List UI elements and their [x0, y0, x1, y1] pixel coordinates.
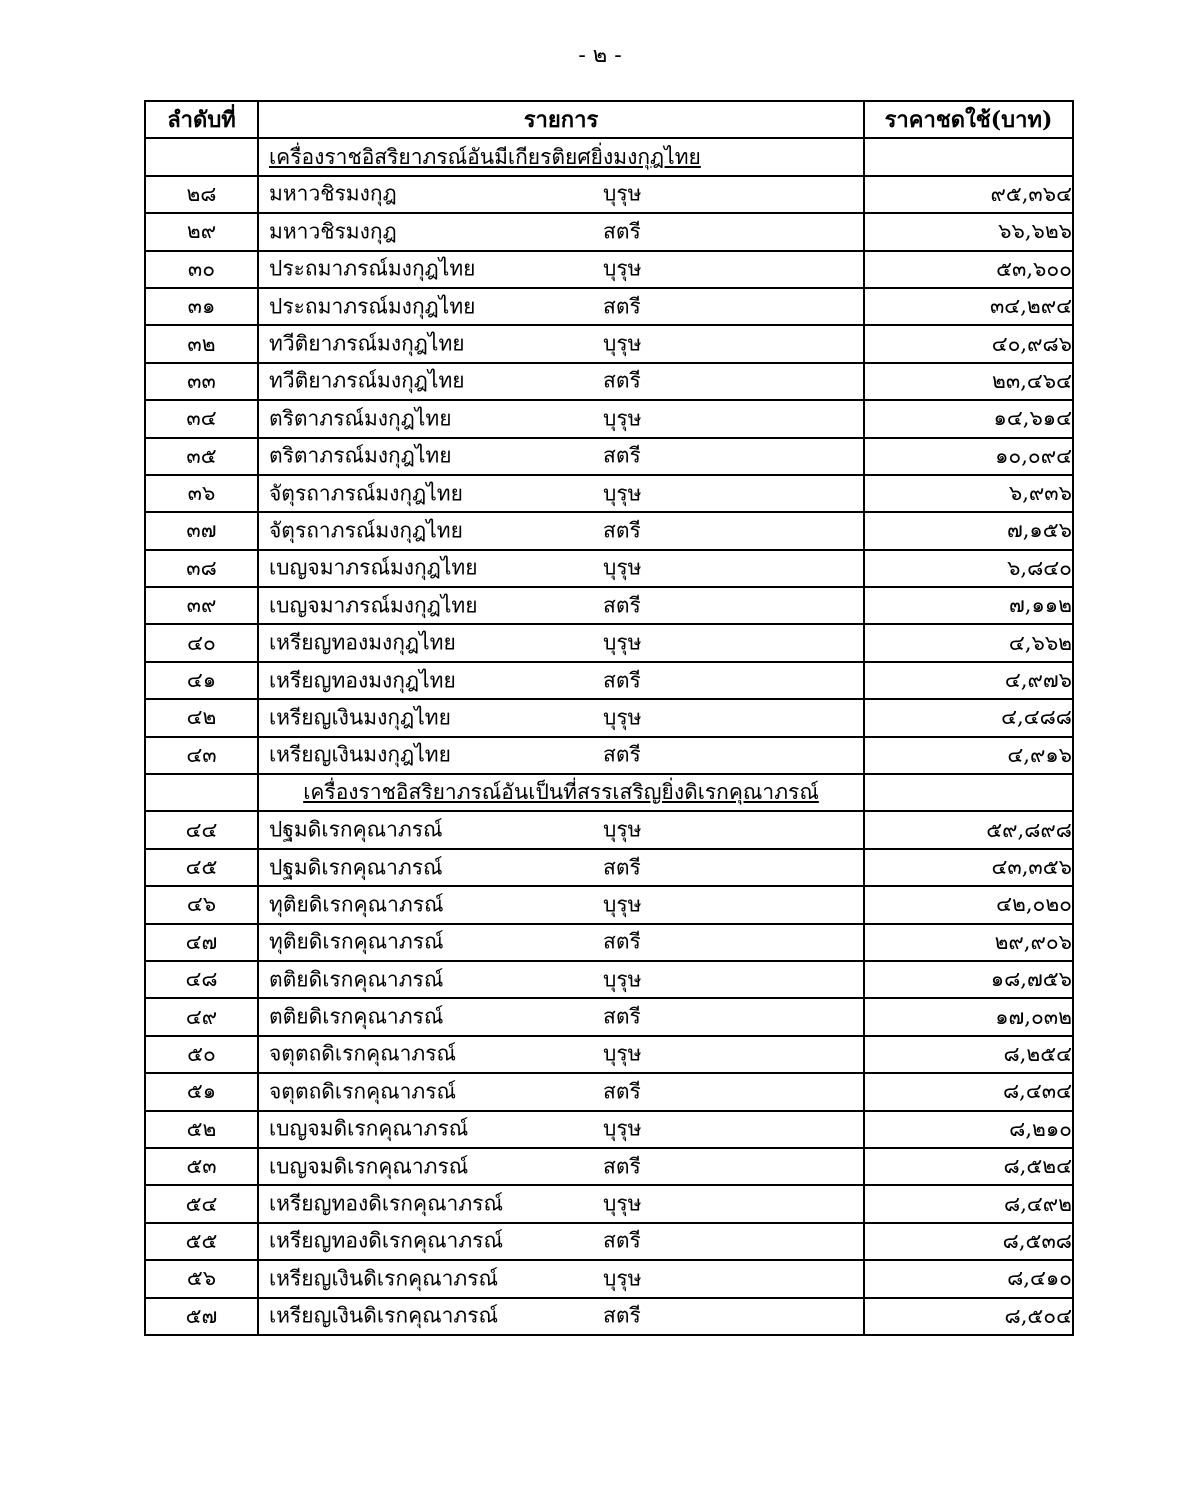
row-price: ๑๗,๐๓๒ [864, 998, 1073, 1035]
row-price: ๖๖,๖๒๖ [864, 213, 1073, 250]
table-row [145, 288, 1073, 325]
row-price: ๒๓,๔๖๔ [864, 363, 1073, 400]
table-row [145, 512, 1073, 549]
decoration-name: จัตุรถาภรณ์มงกุฎไทย [269, 481, 463, 506]
header-item: รายการ [258, 101, 864, 138]
decoration-name: เหรียญเงินดิเรกคุณาภรณ์ [269, 1303, 499, 1328]
decoration-name: เหรียญทองมงกุฎไทย [269, 630, 456, 655]
table-row [145, 550, 1073, 587]
row-item [258, 512, 864, 549]
row-item [258, 1298, 864, 1335]
table-row [145, 1298, 1073, 1335]
table-row [145, 849, 1073, 886]
recipient-gender: สตรี [603, 593, 641, 618]
decoration-name: ตติยดิเรกคุณาภรณ์ [269, 1004, 444, 1029]
recipient-gender: บุรุษ [603, 630, 642, 655]
row-number: ๕๔ [145, 1185, 258, 1222]
row-number: ๓๕ [145, 438, 258, 475]
row-number: ๓๙ [145, 587, 258, 624]
row-number: ๔๔ [145, 811, 258, 848]
recipient-gender: บุรุษ [603, 1266, 642, 1291]
recipient-gender: บุรุษ [603, 1041, 642, 1066]
recipient-gender: สตรี [603, 294, 641, 319]
decoration-name: เหรียญทองดิเรกคุณาภรณ์ [269, 1191, 503, 1216]
row-price: ๗,๑๕๖ [864, 512, 1073, 549]
row-number: ๔๙ [145, 998, 258, 1035]
recipient-gender: บุรุษ [603, 181, 642, 206]
recipient-gender: บุรุษ [603, 1191, 642, 1216]
section-title: เครื่องราชอิสริยาภรณ์อันเป็นที่สรรเสริญยิ่งดิเรกคุณาภรณ์ [258, 774, 864, 811]
recipient-gender: บุรุษ [603, 331, 642, 356]
recipient-gender: สตรี [603, 1228, 641, 1253]
decoration-name: เบญจมาภรณ์มงกุฎไทย [269, 593, 478, 618]
recipient-gender: สตรี [603, 742, 641, 767]
row-item [258, 550, 864, 587]
row-number: ๔๓ [145, 737, 258, 774]
recipient-gender: สตรี [603, 668, 641, 693]
row-number: ๔๐ [145, 624, 258, 661]
decoration-name: ทวีติยาภรณ์มงกุฎไทย [269, 331, 465, 356]
row-item [258, 886, 864, 923]
row-price: ๔,๖๖๒ [864, 624, 1073, 661]
table-row [145, 251, 1073, 288]
row-price: ๘,๕๐๔ [864, 1298, 1073, 1335]
row-number: ๕๖ [145, 1260, 258, 1297]
row-number: ๔๘ [145, 961, 258, 998]
row-item [258, 1185, 864, 1222]
recipient-gender: สตรี [603, 1004, 641, 1029]
section-title: เครื่องราชอิสริยาภรณ์อันมีเกียรติยศยิ่งมงกุฎไทย [258, 138, 864, 175]
row-price: ๘,๔๓๔ [864, 1073, 1073, 1110]
recipient-gender: สตรี [603, 1079, 641, 1104]
decoration-name: เหรียญทองมงกุฎไทย [269, 668, 456, 693]
row-price: ๕๓,๖๐๐ [864, 251, 1073, 288]
row-item [258, 737, 864, 774]
table-row [145, 176, 1073, 213]
row-item [258, 213, 864, 250]
recipient-gender: บุรุษ [603, 705, 642, 730]
row-number: ๓๓ [145, 363, 258, 400]
row-item [258, 699, 864, 736]
recipient-gender: สตรี [603, 929, 641, 954]
recipient-gender: สตรี [603, 855, 641, 879]
decoration-name: ตติยดิเรกคุณาภรณ์ [269, 967, 444, 992]
section-header-row [145, 138, 1073, 175]
recipient-gender: บุรุษ [603, 967, 642, 992]
table-row [145, 1260, 1073, 1297]
section-price-cell [864, 774, 1073, 811]
section-header-row [145, 774, 1073, 811]
row-price: ๔๒,๐๒๐ [864, 886, 1073, 923]
row-number: ๓๒ [145, 325, 258, 362]
row-item [258, 438, 864, 475]
table-row [145, 624, 1073, 661]
table-row [145, 1073, 1073, 1110]
decoration-name: เบญจมดิเรกคุณาภรณ์ [269, 1116, 469, 1141]
row-price: ๑๘,๗๕๖ [864, 961, 1073, 998]
decoration-name: จัตุรถาภรณ์มงกุฎไทย [269, 518, 463, 543]
recipient-gender: บุรุษ [603, 256, 642, 281]
decoration-name: ประถมาภรณ์มงกุฎไทย [269, 256, 476, 281]
section-no-cell [145, 774, 258, 811]
row-item [258, 176, 864, 213]
row-price: ๔,๔๘๘ [864, 699, 1073, 736]
header-price: ราคาชดใช้(บาท) [864, 101, 1073, 138]
decoration-name: ทุติยดิเรกคุณาภรณ์ [269, 929, 444, 954]
recipient-gender: สตรี [603, 518, 641, 543]
decoration-name: มหาวชิรมงกุฎ [269, 181, 397, 206]
table-row [145, 998, 1073, 1035]
row-price: ๙๕,๓๖๔ [864, 176, 1073, 213]
table-row [145, 213, 1073, 250]
row-item [258, 325, 864, 362]
row-item [258, 400, 864, 437]
recipient-gender: สตรี [603, 443, 641, 468]
recipient-gender: บุรุษ [603, 481, 642, 506]
recipient-gender: สตรี [603, 368, 641, 393]
row-price: ๘,๕๓๘ [864, 1223, 1073, 1260]
table-row [145, 438, 1073, 475]
row-item [258, 251, 864, 288]
row-number: ๒๘ [145, 176, 258, 213]
page-number: - ๒ - [578, 43, 622, 68]
table-row [145, 1185, 1073, 1222]
row-price: ๘,๒๕๔ [864, 1036, 1073, 1073]
row-number: ๕๑ [145, 1073, 258, 1110]
table-row [145, 1036, 1073, 1073]
row-price: ๖,๙๓๖ [864, 475, 1073, 512]
header-no: ลำดับที่ [145, 101, 258, 138]
recipient-gender: บุรุษ [603, 817, 642, 842]
row-number: ๔๖ [145, 886, 258, 923]
row-item [258, 1223, 864, 1260]
row-number: ๔๑ [145, 662, 258, 699]
row-item [258, 662, 864, 699]
table-row [145, 475, 1073, 512]
recipient-gender: สตรี [603, 1303, 641, 1328]
recipient-gender: บุรุษ [603, 406, 642, 431]
row-number: ๕๓ [145, 1148, 258, 1185]
decoration-name: มหาวชิรมงกุฎ [269, 219, 397, 244]
row-price: ๖,๘๔๐ [864, 550, 1073, 587]
section-price-cell [864, 138, 1073, 175]
row-number: ๔๒ [145, 699, 258, 736]
decoration-name: เบญจมาภรณ์มงกุฎไทย [269, 555, 478, 580]
row-number: ๓๑ [145, 288, 258, 325]
row-price: ๔,๙๗๖ [864, 662, 1073, 699]
recipient-gender: บุรุษ [603, 1116, 642, 1141]
row-price: ๑๔,๖๑๔ [864, 400, 1073, 437]
row-price: ๕๙,๘๙๘ [864, 811, 1073, 848]
row-price: ๘,๔๙๒ [864, 1185, 1073, 1222]
table-row [145, 886, 1073, 923]
table-body [145, 138, 1073, 1335]
decoration-name: จตุตถดิเรกคุณาภรณ์ [269, 1041, 457, 1066]
row-number: ๕๒ [145, 1111, 258, 1148]
table-row [145, 363, 1073, 400]
row-number: ๓๖ [145, 475, 258, 512]
row-item [258, 624, 864, 661]
table-row [145, 924, 1073, 961]
row-item [258, 998, 864, 1035]
row-item [258, 587, 864, 624]
row-item [258, 288, 864, 325]
row-item [258, 475, 864, 512]
row-price: ๒๙,๙๐๖ [864, 924, 1073, 961]
row-number: ๕๕ [145, 1223, 258, 1260]
row-price: ๓๔,๒๙๔ [864, 288, 1073, 325]
row-price: ๘,๕๒๔ [864, 1148, 1073, 1185]
table-row [145, 587, 1073, 624]
decoration-name: ปฐมดิเรกคุณาภรณ์ [269, 817, 443, 842]
recipient-gender: สตรี [603, 1154, 641, 1179]
table-row [145, 1111, 1073, 1148]
row-number: ๕๗ [145, 1298, 258, 1335]
row-number: ๓๗ [145, 512, 258, 549]
row-item [258, 363, 864, 400]
row-number: ๒๙ [145, 213, 258, 250]
row-price: ๘,๒๑๐ [864, 1111, 1073, 1148]
row-item [258, 1260, 864, 1297]
decoration-name: จตุตถดิเรกคุณาภรณ์ [269, 1079, 457, 1104]
row-item [258, 1036, 864, 1073]
decoration-name: เหรียญเงินมงกุฎไทย [269, 705, 451, 730]
decoration-name: ประถมาภรณ์มงกุฎไทย [269, 294, 476, 319]
decoration-name: ตริตาภรณ์มงกุฎไทย [269, 406, 452, 431]
decoration-name: เหรียญเงินมงกุฎไทย [269, 742, 451, 767]
row-item [258, 1148, 864, 1185]
row-price: ๔,๙๑๖ [864, 737, 1073, 774]
table-row [145, 961, 1073, 998]
row-item [258, 811, 864, 848]
section-no-cell [145, 138, 258, 175]
table-row [145, 699, 1073, 736]
row-number: ๔๗ [145, 924, 258, 961]
decoration-name: ตริตาภรณ์มงกุฎไทย [269, 443, 452, 468]
row-number: ๓๘ [145, 550, 258, 587]
decoration-name: ทุติยดิเรกคุณาภรณ์ [269, 892, 444, 917]
decoration-name: เบญจมดิเรกคุณาภรณ์ [269, 1154, 469, 1179]
table-row [145, 325, 1073, 362]
table-row [145, 1223, 1073, 1260]
decoration-name: เหรียญเงินดิเรกคุณาภรณ์ [269, 1266, 499, 1291]
decoration-name: ปฐมดิเรกคุณาภรณ์ [269, 855, 443, 879]
decoration-name: ทวีติยาภรณ์มงกุฎไทย [269, 368, 465, 393]
decoration-name: เหรียญทองดิเรกคุณาภรณ์ [269, 1228, 503, 1253]
row-price: ๑๐,๐๙๔ [864, 438, 1073, 475]
table-header-row [145, 101, 1073, 138]
row-price: ๔๓,๓๕๖ [864, 849, 1073, 886]
table-row [145, 400, 1073, 437]
table-row [145, 737, 1073, 774]
row-number: ๓๐ [145, 251, 258, 288]
table-row [145, 1148, 1073, 1185]
row-item [258, 1111, 864, 1148]
price-table [144, 100, 1074, 1336]
row-number: ๔๕ [145, 849, 258, 886]
recipient-gender: สตรี [603, 219, 641, 244]
row-item [258, 1073, 864, 1110]
row-price: ๔๐,๙๘๖ [864, 325, 1073, 362]
row-number: ๕๐ [145, 1036, 258, 1073]
row-item [258, 961, 864, 998]
recipient-gender: บุรุษ [603, 892, 642, 917]
recipient-gender: บุรุษ [603, 555, 642, 580]
row-item [258, 849, 864, 886]
row-price: ๗,๑๑๒ [864, 587, 1073, 624]
table-row [145, 811, 1073, 848]
row-price: ๘,๔๑๐ [864, 1260, 1073, 1297]
row-number: ๓๔ [145, 400, 258, 437]
table-row [145, 662, 1073, 699]
row-item [258, 924, 864, 961]
